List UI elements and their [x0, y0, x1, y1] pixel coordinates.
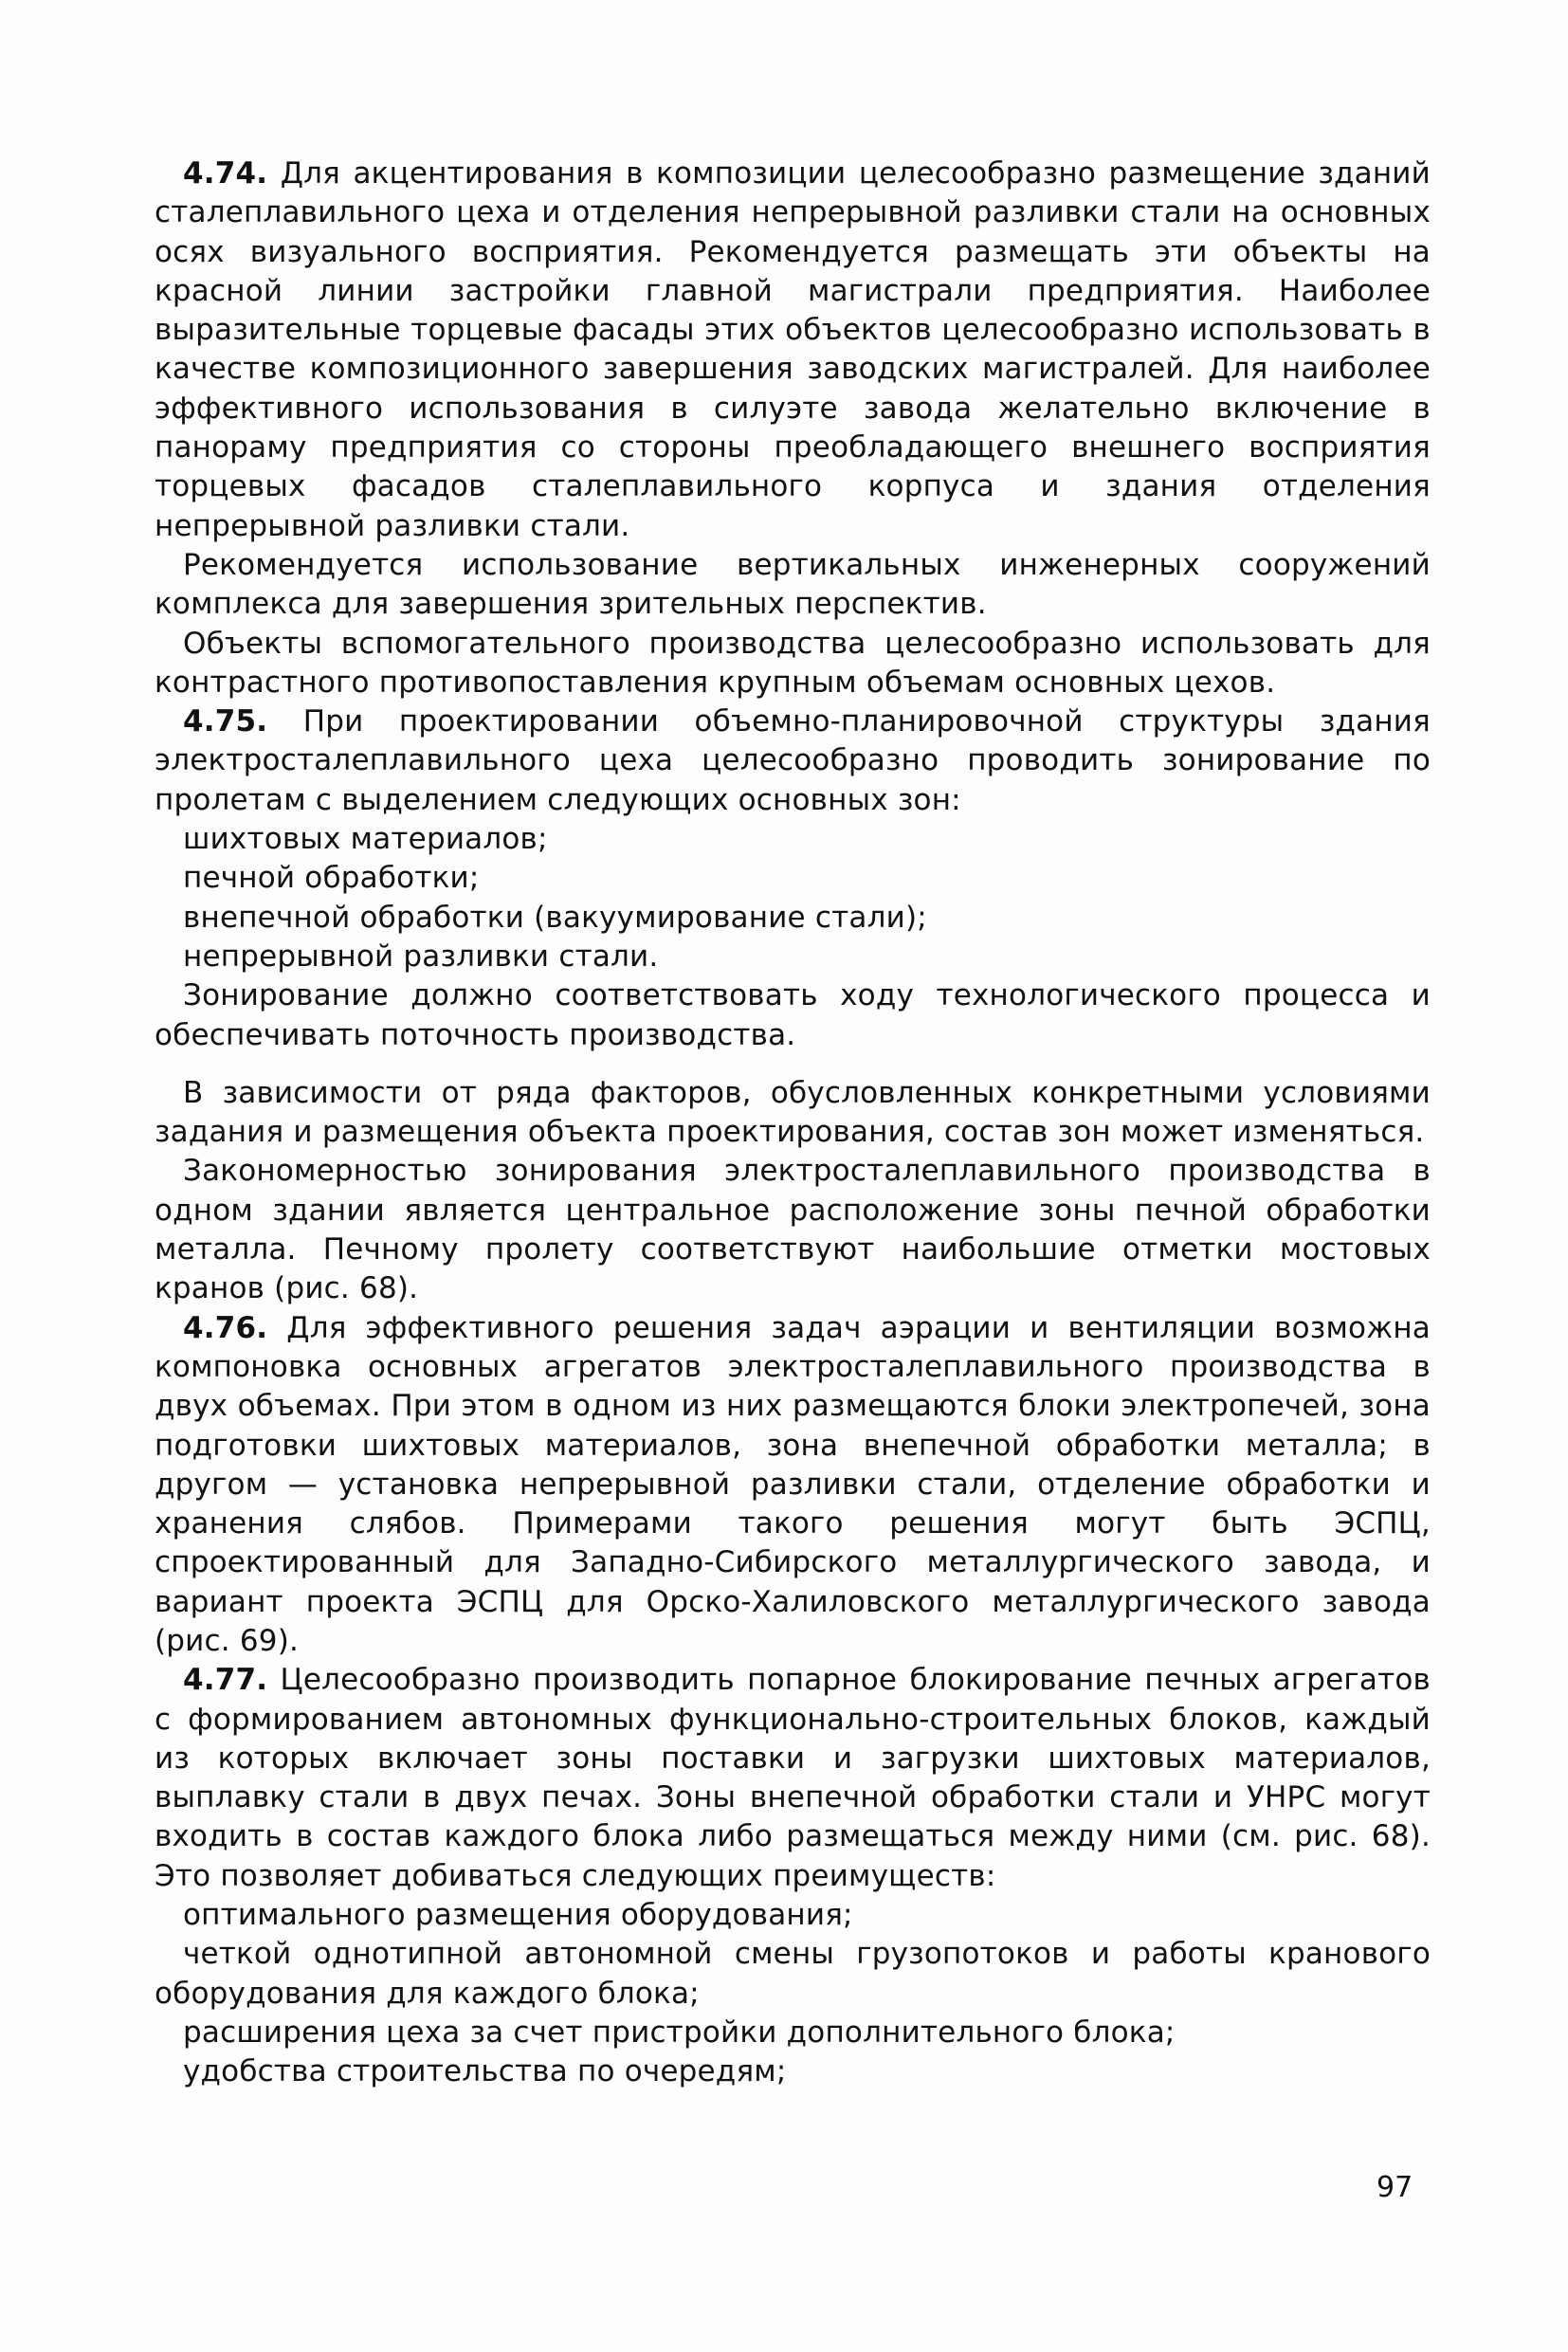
paragraph: Объекты вспомогательного производства целесообразно использовать для контрастного противопоставления крупным объемам основных цехов. — [155, 626, 1431, 700]
list-item: четкой однотипной автономной смены грузопотоков и работы кранового оборудования для каждого блока; — [155, 1937, 1431, 2011]
paragraph-text: Целесообразно производить попарное блокирование печных агрегатов с формированием автономных функционально-строительных блоков, каждый из которых включает зоны поставки и загрузки шихтовых материалов, выплавку стали в двух печах. Зоны внепечной обработки стали и УНРС могут входить в состав каждого блока либо размещаться между ними (см. рис. 68). Это позволяет добиваться следующих преимуществ: — [155, 1663, 1431, 1893]
paragraph: Зонирование должно соответствовать ходу технологического процесса и обеспечивать поточность производства. — [155, 978, 1431, 1052]
list-item: расширения цеха за счет пристройки дополнительного блока; — [183, 2015, 1176, 2050]
paragraph-text: Для акцентирования в композиции целесообразно размещение зданий сталеплавильного цеха и отделения непрерывной разливки стали на основных осях визуального восприятия. Рекомендуется размещать эти объекты на красной линии застройки главной магистрали предприятия. Наиболее выразительные торцевые фасады этих объектов целесообразно использовать в качестве композиционного завершения заводских магистралей. Для наиболее эффективного использования в силуэте завода желательно включение в панораму предприятия со стороны преобладающего внешнего восприятия торцевых фасадов сталеплавильного корпуса и здания отделения непрерывной разливки стали. — [155, 156, 1431, 543]
paragraph-text: Для эффективного решения задач аэрации и вентиляции возможна компоновка основных агрегатов электросталеплавильного производства в двух объемах. При этом в одном из них размещаются блоки электропечей, зона подготовки шихтовых материалов, зона внепечной обработки металла; в другом — установка непрерывной разливки стали, отделение обработки и хранения слябов. Примерами такого решения могут быть ЭСПЦ, спроектированный для Западно-Сибирского металлургического завода, и вариант проекта ЭСПЦ для Орско-Халиловского металлургического завода (рис. 69). — [155, 1310, 1431, 1658]
list-item: удобства строительства по очередям; — [183, 2054, 787, 2089]
body-text — [155, 155, 1431, 2092]
paragraph-text: При проектировании объемно-планировочной структуры здания электросталеплавильного цеха целесообразно проводить зонирование по пролетам с выделением следующих основных зон: — [155, 704, 1431, 817]
section-number: 4.74. — [183, 156, 268, 191]
section-number: 4.76. — [183, 1310, 268, 1345]
list-item: непрерывной разливки стали. — [183, 939, 659, 974]
list-item: оптимального размещения оборудования; — [183, 1898, 853, 1933]
paragraph: Закономерностью зонирования электросталеплавильного производства в одном здании является центральное расположение зоны печной обработки металла. Печному пролету соответствуют наибольшие отметки мостовых кранов (рис. 68). — [155, 1154, 1431, 1306]
section-number: 4.75. — [183, 704, 268, 739]
paragraph-4-76 — [155, 1309, 1431, 1662]
page-number: 97 — [1377, 2171, 1413, 2204]
paragraph: В зависимости от ряда факторов, обусловленных конкретными условиями задания и размещения объекта проектирования, состав зон может изменяться. — [155, 1075, 1431, 1150]
list-item: печной обработки; — [183, 861, 480, 896]
paragraph-4-77 — [155, 1661, 1431, 1896]
paragraph: Рекомендуется использование вертикальных инженерных сооружений комплекса для завершения зрительных перспектив. — [155, 547, 1431, 622]
paragraph-4-74 — [155, 155, 1431, 546]
list-item: внепечной обработки (вакуумирование стали); — [183, 900, 927, 935]
list-item: шихтовых материалов; — [183, 822, 548, 857]
section-number: 4.77. — [183, 1663, 268, 1698]
paragraph-4-75 — [155, 702, 1431, 820]
